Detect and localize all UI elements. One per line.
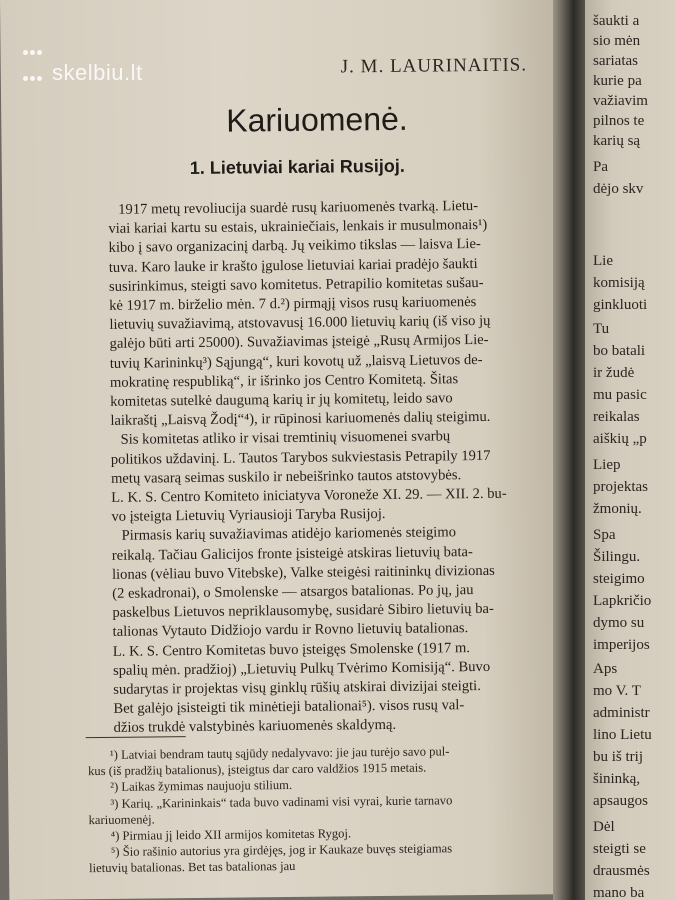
right-page-line: žmonių. xyxy=(593,501,642,517)
right-page-line: važiavim xyxy=(593,93,648,109)
text-line: Bet galėjo įsisteigti tik minėtieji batalionai⁵). visos rusų val- xyxy=(113,697,465,718)
text-line: sudarytas ir projektas visų ginklų rūšių atskirai divizijai steigti. xyxy=(113,678,481,698)
text-line: talionas Vytauto Didžiojo vardu ir Rovno lietuvių batalionas. xyxy=(112,620,469,641)
text-line: vo įsteigta Lietuvių Vyriausioji Taryba Rusijoj. xyxy=(111,506,386,526)
text-line: politikos uždavinį. L. Tautos Tarybos sukviestasis Petrapily 1917 xyxy=(110,447,491,468)
text-line: 1917 metų revoliucija suardė rusų kariuomenės tvarką. Lietu- xyxy=(118,198,479,218)
right-page-line: Šilingu. xyxy=(593,549,641,565)
text-line: L. K. S. Centro Komiteto iniciatyva Voroneže XI. 29. — XII. 2. bu- xyxy=(111,485,507,506)
footnote-line: lietuvių batalionas. Bet tas batalionas jau xyxy=(89,859,296,876)
right-page-line: Pa xyxy=(593,159,608,175)
watermark-dots-icon xyxy=(22,36,48,52)
right-page-line: mu pasic xyxy=(593,387,647,403)
right-page-line: ginkluoti xyxy=(593,297,648,313)
right-page-line: šininką, xyxy=(593,771,641,787)
paragraph-3 xyxy=(82,522,574,738)
footnote-line: kariuomenėj. xyxy=(88,812,155,827)
watermark xyxy=(22,36,143,86)
book-spine xyxy=(553,0,587,900)
text-line: tuva. Karo lauke ir krašto įgulose lietuviai kariai pradėjo šaukti xyxy=(108,255,478,276)
text-line: lionas (vėliau buvo Vitebske), Valke steigėsi raitininkų divizionas xyxy=(111,562,495,583)
right-page-line: dymo su xyxy=(593,615,645,631)
text-line: (2 eskadronai), o Smolenske — atsargos batalionas. Po jų, jau xyxy=(112,582,474,602)
right-page-line: Lapkričio xyxy=(593,593,652,609)
right-page-line: sariatas xyxy=(593,53,638,69)
text-line: paskelbus Lietuvos nepriklausomybę, susidarė Sibiro lietuvių ba- xyxy=(112,601,494,622)
running-head: J. M. LAURINAITIS. xyxy=(340,54,528,78)
right-page-line: pilnos te xyxy=(593,113,645,129)
body-text xyxy=(78,196,574,739)
right-page-line: šaukti a xyxy=(593,13,640,29)
footnote-line: ¹) Latviai bendram tautų sąjūdy nedalyvavo: jie jau turėjo savo pul- xyxy=(109,744,450,762)
right-page-line: bu iš trij xyxy=(593,749,644,765)
right-page-line: ir žudė xyxy=(593,365,635,381)
text-line: reikalą. Tačiau Galicijos fronte įsisteigė atskiras lietuvių bata- xyxy=(111,543,473,564)
right-page-line: imperijos xyxy=(593,637,650,653)
footnote-line: ⁴) Pirmiau jį leido XII armijos komitetas Rygoj. xyxy=(110,826,352,843)
right-page-line: Dėl xyxy=(593,819,615,835)
right-page-line: kurie pa xyxy=(593,73,642,89)
text-line: kibo į savo organizacinį darbą. Jų veikimo tikslas — laisva Lie- xyxy=(108,236,481,257)
right-page-line: lino Lietu xyxy=(593,727,652,743)
section-title: 1. Lietuviai kariai Rusijoj. xyxy=(189,155,405,179)
right-page-line: administr xyxy=(593,705,650,721)
text-line: susirinkimus, steigti savo komitetus. Petrapilio komitetas sušau- xyxy=(108,274,484,295)
right-page-line: aiškių „p xyxy=(593,431,647,447)
text-line: spalių mėn. pradžioj) „Lietuvių Pulkų Tvėrimo Komisiją“. Buvo xyxy=(112,658,491,679)
text-line: L. K. S. Centro Komitetas buvo įsteigęs Smolenske (1917 m. xyxy=(112,639,471,660)
right-page-line: bo batali xyxy=(593,343,646,359)
footnote-line: ⁵) Šio rašinio autorius yra girdėjęs, jog ir Kaukaze buvęs steigiamas xyxy=(110,841,453,860)
right-page-line: Liep xyxy=(593,457,621,473)
right-page-line: mano ba xyxy=(593,885,645,900)
right-page-line: Spa xyxy=(593,527,616,543)
paragraph-1 xyxy=(78,196,570,432)
chapter-title: Kariuomenė. xyxy=(226,100,408,139)
right-page-line: komisiją xyxy=(593,275,645,291)
text-line: viai kariai kartu su estais, ukrainiečiais, lenkais ir musulmonais¹) xyxy=(108,217,488,238)
right-page-line: Aps xyxy=(593,661,618,677)
text-line: komitetas sutelkė daugumą karių ir jų komitetų, leido savo xyxy=(110,390,453,410)
footnotes xyxy=(88,742,569,877)
text-line: laikraštį „Laisvą Žodį“⁴), ir rūpinosi kariuomenės dalių steigimu. xyxy=(110,409,491,430)
right-page-line: sio mėn xyxy=(593,33,641,49)
right-page-line: Tu xyxy=(593,321,610,337)
watermark-text: skelbiu.lt xyxy=(52,60,143,85)
footnote-line: kus (iš pradžių batalionus), įsteigtus dar caro valdžios 1915 metais. xyxy=(88,760,427,779)
right-page-line: karių są xyxy=(593,133,641,149)
text-line: džios trukdė valstybinės kariuomenės skaldymą. xyxy=(113,717,397,737)
text-line: mokratinę respubliką“, ir išrinko jos Centro Komitetą. Šitas xyxy=(109,371,459,391)
text-line: metų vasarą seimas suskilo ir nebeišrinko tautos atstovybės. xyxy=(110,467,462,487)
right-page-line: reikalas xyxy=(593,409,640,425)
right-page-line: steigti se xyxy=(593,841,646,857)
right-page-line: dėjo skv xyxy=(593,181,644,197)
text-line: lietuvių suvažiavimą, atstovavusį 16.000 lietuvių karių (iš viso jų xyxy=(109,313,491,334)
footnote-line: ²) Laikas žymimas naujuoju stilium. xyxy=(110,778,293,795)
text-line: kė 1917 m. birželio mėn. 7 d.²) pirmąjį visos rusų kariuomenės xyxy=(109,294,477,314)
right-page xyxy=(585,0,675,900)
right-page-line: steigimo xyxy=(593,571,645,587)
right-page-line: apsaugos xyxy=(593,793,648,809)
text-line: Pirmasis karių suvažiavimas atidėjo kariomenės steigimo xyxy=(121,524,457,545)
text-line: tuvių Karininkų³) Sąjungą“, kuri kovotų už „laisvą Lietuvos de- xyxy=(109,351,483,372)
paragraph-2 xyxy=(81,426,572,527)
right-page-line: drausmės xyxy=(593,863,650,879)
text-line: galėjo būti arti 25000). Suvažiavimas įsteigė „Rusų Armijos Lie- xyxy=(109,332,489,353)
right-page-line: Lie xyxy=(593,253,613,269)
text-line: Sis komitetas atliko ir visai tremtinių visuomenei svarbų xyxy=(120,428,451,449)
right-page-line: mo V. T xyxy=(593,683,641,699)
footnote-line: ³) Karių. „Karininkais“ tada buvo vadinami visi vyrai, kurie tarnavo xyxy=(110,792,453,811)
right-page-line: projektas xyxy=(593,479,648,495)
